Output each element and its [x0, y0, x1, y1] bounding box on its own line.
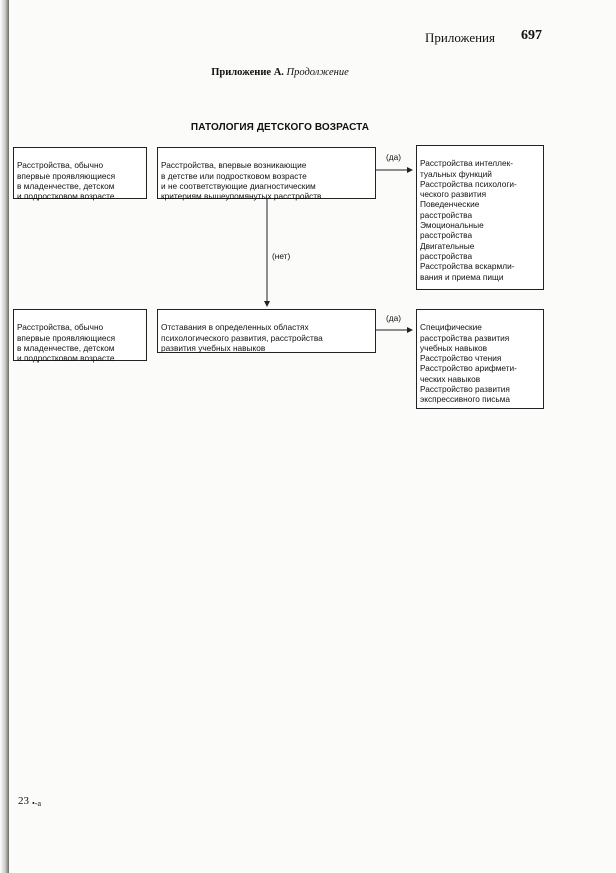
running-header-section: Приложения [425, 30, 495, 45]
flow2-left-text: Расстройства, обычно впервые проявляющиеся в младенчестве, детском и подростковом возрасте [17, 322, 116, 364]
flow1-no-label: (нет) [272, 251, 291, 261]
flow1-right-text: Расстройства интеллек- туальных функций Расстройства психологи- ческого развития Поведенческие расстройства Эмоциональные расстройства Двигательные расстройства Расстройства вскармли- вания и приема пищи [420, 158, 517, 282]
flow1-right-box [416, 145, 544, 290]
signature-number: 23 [18, 795, 29, 807]
page-number: 697 [521, 28, 542, 43]
flow1-left-text: Расстройства, обычно впервые проявляющиеся в младенчестве, детском и подростковом возрасте [17, 160, 116, 202]
flow1-left-box [13, 147, 147, 202]
appendix-label-bold: Приложение А. [211, 67, 284, 78]
flow1-middle-box [157, 147, 376, 202]
appendix-label-italic: Продолжение [286, 67, 349, 78]
flow2-right-text: Специфические расстройства развития учебных навыков Расстройство чтения Расстройство арифмети- ческих навыков Расстройство развития экспрессивного письма [420, 322, 517, 405]
flow2-middle-box [157, 309, 376, 353]
appendix-label [0, 67, 560, 78]
flow1-middle-text: Расстройства, впервые возникающие в детстве или подростковом возрасте и не соответствующие диагностическим критериям вышеупомянутых расстройств [161, 160, 322, 202]
signature-mark: •-а [32, 799, 42, 808]
flow2-yes-label: (да) [386, 313, 401, 323]
section-title: ПАТОЛОГИЯ ДЕТСКОГО ВОЗРАСТА [190, 122, 370, 133]
flow2-left-box [13, 309, 147, 364]
flow1-yes-label: (да) [386, 152, 401, 162]
flow2-right-box [416, 309, 544, 409]
flow2-middle-text: Отставания в определенных областях психологического развития, расстройства развития учебных навыков [161, 322, 323, 353]
